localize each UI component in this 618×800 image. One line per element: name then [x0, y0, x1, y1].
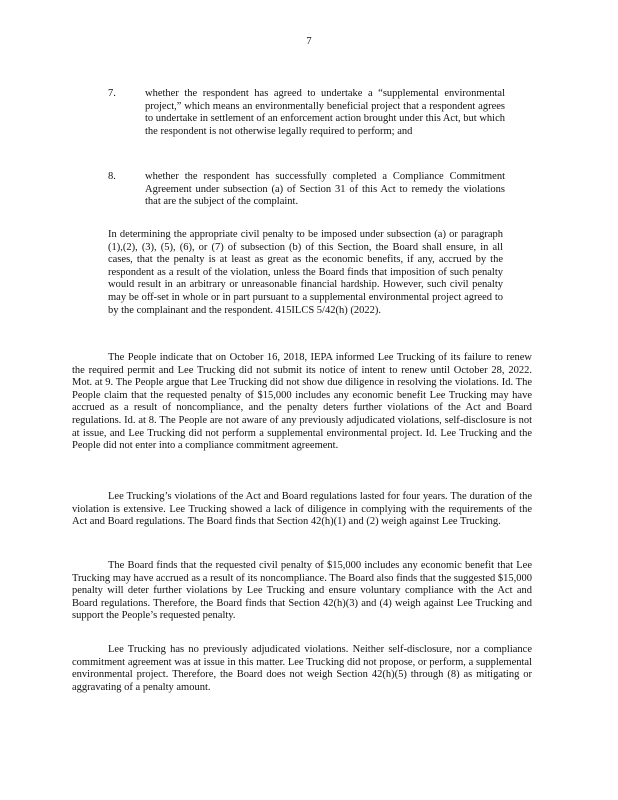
body-paragraph-2: Lee Trucking’s violations of the Act and Board regulations lasted for four years. The duration of the violation is extensive. Lee Trucking showed a lack of diligence in complying with the requirements of the Act and Board regulations. The Board finds that Section 42(h)(1) and (2) weigh against Lee Trucking.: [72, 491, 532, 528]
body-paragraph-1: The People indicate that on October 16, 2018, IEPA informed Lee Trucking of its failure to renew the required permit and Lee Trucking did not submit its notice of intent to renew until October 28, 2022. Mot. at 9. The People argue that Lee Trucking did not show due diligence in resolving the violations. Id. The People claim that the requested penalty of $15,000 includes any economic benefit Lee Trucking may have accrued as a result of noncompliance, and the penalty deters further violations of the Act and Board regulations. Id. at 8. The People are not aware of any previously adjudicated violations, self-disclosure is not at issue, and Lee Trucking did not perform a supplemental environmental project. Id. Lee Trucking and the People did not enter into a compliance commitment agreement.: [72, 352, 532, 452]
list-item-number: 8.: [108, 171, 116, 182]
body-paragraph-4: Lee Trucking has no previously adjudicated violations. Neither self-disclosure, nor a compliance commitment agreement was at issue in this matter. Lee Trucking did not propose, or perform, a supplemental environmental project. Therefore, the Board does not weigh Section 42(h)(5) through (8) as mitigating or aggravating of a penalty amount.: [72, 644, 532, 693]
page-number: 7: [306, 36, 312, 47]
statute-quote-tail: In determining the appropriate civil penalty to be imposed under subsection (a) or paragraph (1),(2), (3), (5), (6), or (7) of subsection (b) of this Section, the Board shall ensure, in all cases, that the penalty is at least as great as the economic benefits, if any, accrued by the respondent as a result of the violation, unless the Board finds that imposition of such penalty would result in an arbitrary or unreasonable financial hardship. However, such civil penalty may be off-set in whole or in part pursuant to a supplemental environmental project agreed to by the complainant and the respondent. 415ILCS 5/42(h) (2022).: [108, 229, 503, 316]
list-item-number: 7.: [108, 88, 116, 99]
list-item-text: whether the respondent has successfully completed a Compliance Commitment Agreement under subsection (a) of Section 31 of this Act to remedy the violations that are the subject of the complaint.: [145, 171, 505, 208]
list-item-text: whether the respondent has agreed to undertake a “supplemental environmental project,” which means an environmentally beneficial project that a respondent agrees to undertake in settlement of an enforcement action brought under this Act, but which the respondent is not otherwise legally required to perform; and: [145, 88, 505, 137]
body-paragraph-3: The Board finds that the requested civil penalty of $15,000 includes any economic benefit that Lee Trucking may have accrued as a result of its noncompliance. The Board also finds that the suggested $15,000 penalty will deter further violations by Lee Trucking and ensure voluntary compliance with the Act and Board regulations. Therefore, the Board finds that Section 42(h)(3) and (4) weigh against Lee Trucking and support the People’s requested penalty.: [72, 560, 532, 622]
